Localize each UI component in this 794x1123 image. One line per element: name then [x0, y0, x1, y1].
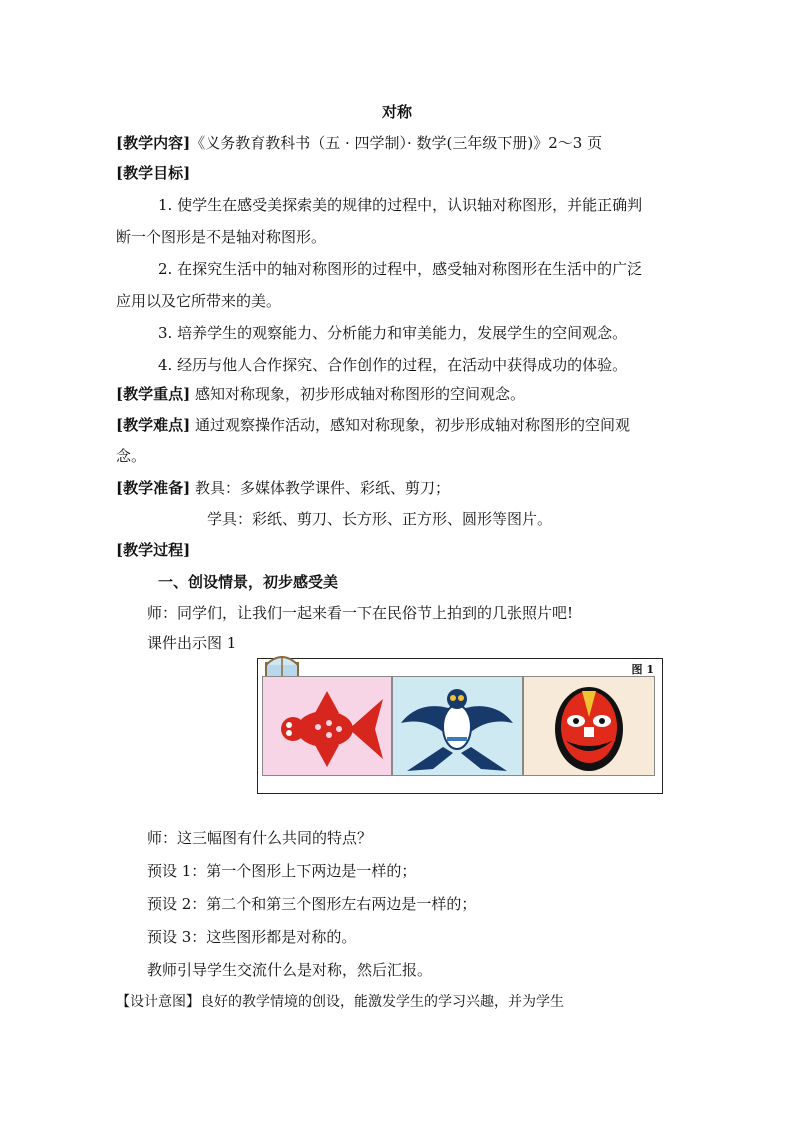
goal-line-5: 3. 培养学生的观察能力、分析能力和审美能力，发展学生的空间观念。: [158, 324, 628, 342]
prep-student: 学具：彩纸、剪刀、长方形、正方形、圆形等图片。: [207, 510, 553, 528]
mask-panel: [523, 676, 655, 776]
goal-line-1: 1. 使学生在感受美探索美的规律的过程中，认识轴对称图形，并能正确判: [158, 196, 643, 214]
key-point-row: [116, 384, 686, 404]
key-point-label: [教学重点]: [116, 385, 191, 403]
figure-label: 图 1: [631, 663, 654, 676]
goldfish-panel: [262, 676, 392, 776]
guide-line: 教师引导学生交流什么是对称，然后汇报。: [147, 961, 433, 979]
difficulty-row: [116, 415, 686, 435]
prep-teacher: 教具：多媒体教学课件、彩纸、剪刀；: [194, 479, 450, 497]
preset-2: 预设 2：第二个和第三个图形左右两边是一样的；: [147, 895, 477, 913]
goal-line-4: 应用以及它所带来的美。: [116, 292, 282, 310]
figure-1: [257, 658, 663, 794]
section-1-heading: 一、创设情景，初步感受美: [158, 573, 339, 591]
goal-line-3: 2. 在探究生活中的轴对称图形的过程中，感受轴对称图形在生活中的广泛: [158, 260, 643, 278]
swallow-kite-icon: [393, 677, 522, 775]
teacher-line-1: 师：同学们，让我们一起来看一下在民俗节上拍到的几张照片吧!: [147, 604, 574, 622]
goal-line-6: 4. 经历与他人合作探究、合作创作的过程，在活动中获得成功的体验。: [158, 356, 628, 374]
teacher-line-2: 师：这三幅图有什么共同的特点？: [147, 829, 373, 847]
preset-3: 预设 3：这些图形都是对称的。: [147, 928, 357, 946]
preset-1: 预设 1：第一个图形上下两边是一样的；: [147, 862, 417, 880]
content-text: 《义务教育教科书（五 · 四学制）· 数学(三年级下册)》2～3 页: [190, 134, 603, 152]
courseware-line: 课件出示图 1: [147, 634, 237, 652]
content-label: [教学内容]: [116, 134, 191, 152]
process-label: [教学过程]: [116, 541, 191, 559]
content-row: [116, 133, 686, 153]
prep-row: [116, 478, 686, 498]
difficulty-label: [教学难点]: [116, 416, 191, 434]
key-point-text: 感知对称现象，初步形成轴对称图形的空间观念。: [194, 385, 525, 403]
difficulty-text: 通过观察操作活动，感知对称现象，初步形成轴对称图形的空间观: [194, 416, 630, 434]
goldfish-papercut-icon: [263, 677, 391, 775]
difficulty-text-cont: 念。: [116, 447, 147, 465]
goal-line-2: 断一个图形是不是轴对称图形。: [116, 228, 327, 246]
opera-mask-icon: [524, 677, 654, 775]
page-title: 对称: [381, 103, 412, 121]
design-note: 【设计意图】良好的教学情境的创设，能激发学生的学习兴趣，并为学生: [116, 994, 564, 1010]
kite-panel: [392, 676, 523, 776]
goals-label: [教学目标]: [116, 164, 191, 182]
prep-label: [教学准备]: [116, 479, 191, 497]
